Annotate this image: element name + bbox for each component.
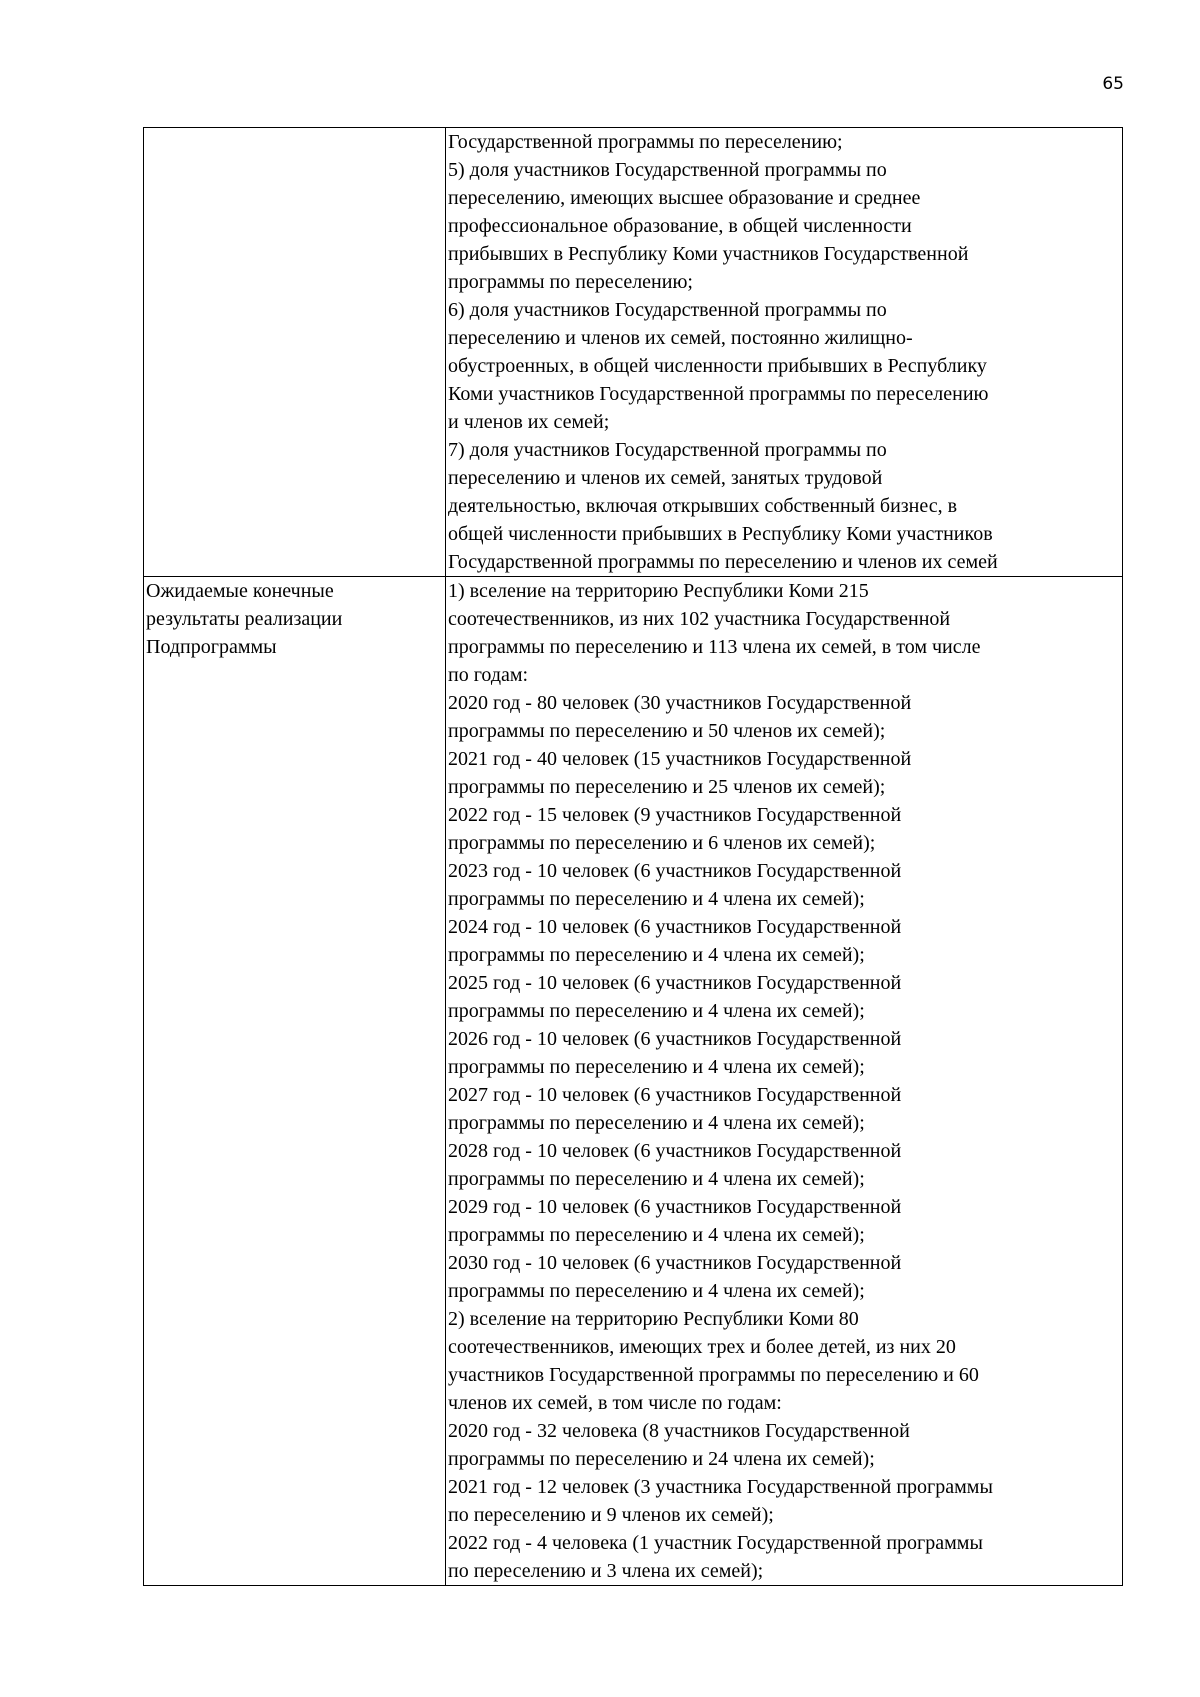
content-line: 6) доля участников Государственной программы по <box>448 299 887 321</box>
content-line: 2028 год - 10 человек (6 участников Государственной <box>448 1140 902 1162</box>
content-line: по годам: <box>448 664 529 686</box>
content-line: по переселению и 3 члена их семей); <box>448 1560 764 1582</box>
content-line: программы по переселению и 4 члена их семей); <box>448 1112 865 1134</box>
table-row <box>144 577 1123 1586</box>
content-line: 2027 год - 10 человек (6 участников Государственной <box>448 1084 902 1106</box>
page-number: 65 <box>1102 74 1124 94</box>
content-line: общей численности прибывших в Республику Коми участников <box>448 523 993 545</box>
row-content-cell <box>446 128 1123 577</box>
content-line: программы по переселению и 4 члена их семей); <box>448 1000 865 1022</box>
content-line: 2024 год - 10 человек (6 участников Государственной <box>448 916 902 938</box>
content-line: 2025 год - 10 человек (6 участников Государственной <box>448 972 902 994</box>
content-line: программы по переселению и 24 члена их семей); <box>448 1448 875 1470</box>
content-line: и членов их семей; <box>448 411 610 433</box>
content-line: программы по переселению и 113 члена их семей, в том числе <box>448 636 981 658</box>
content-line: программы по переселению и 4 члена их семей); <box>448 1280 865 1302</box>
content-line: Государственной программы по переселению; <box>448 131 843 153</box>
content-line: 2021 год - 12 человек (3 участника Государственной программы <box>448 1476 993 1498</box>
content-line: участников Государственной программы по переселению и 60 <box>448 1364 979 1386</box>
content-line: соотечественников, имеющих трех и более детей, из них 20 <box>448 1336 956 1358</box>
content-line: Коми участников Государственной программы по переселению <box>448 383 989 405</box>
content-line: 1) вселение на территорию Республики Коми 215 <box>448 580 869 602</box>
content-line: программы по переселению; <box>448 271 693 293</box>
label-line: Ожидаемые конечные <box>146 580 334 602</box>
content-line: 2022 год - 15 человек (9 участников Государственной <box>448 804 902 826</box>
content-line: 2020 год - 32 человека (8 участников Государственной <box>448 1420 910 1442</box>
content-line: программы по переселению и 25 членов их семей); <box>448 776 886 798</box>
content-line: 5) доля участников Государственной программы по <box>448 159 887 181</box>
row-label-cell <box>144 128 446 577</box>
content-line: 2020 год - 80 человек (30 участников Государственной <box>448 692 912 714</box>
content-line: программы по переселению и 4 члена их семей); <box>448 1168 865 1190</box>
label-line: результаты реализации <box>146 608 343 630</box>
content-line: профессиональное образование, в общей численности <box>448 215 912 237</box>
content-line: по переселению и 9 членов их семей); <box>448 1504 774 1526</box>
content-line: 2022 год - 4 человека (1 участник Государственной программы <box>448 1532 983 1554</box>
content-line: программы по переселению и 50 членов их семей); <box>448 720 886 742</box>
table-row <box>144 128 1123 577</box>
label-line: Подпрограммы <box>146 636 277 658</box>
row-label-cell <box>144 577 446 1586</box>
content-line: 2) вселение на территорию Республики Коми 80 <box>448 1308 859 1330</box>
content-line: программы по переселению и 4 члена их семей); <box>448 944 865 966</box>
row-content-cell <box>446 577 1123 1586</box>
program-table <box>143 127 1123 1586</box>
content-line: переселению и членов их семей, занятых трудовой <box>448 467 883 489</box>
content-line: программы по переселению и 4 члена их семей); <box>448 888 865 910</box>
program-table-body <box>144 128 1123 1586</box>
content-line: программы по переселению и 4 члена их семей); <box>448 1224 865 1246</box>
content-line: членов их семей, в том числе по годам: <box>448 1392 782 1414</box>
content-line: 2030 год - 10 человек (6 участников Государственной <box>448 1252 902 1274</box>
content-line: деятельностью, включая открывших собственный бизнес, в <box>448 495 958 517</box>
content-line: 2026 год - 10 человек (6 участников Государственной <box>448 1028 902 1050</box>
content-line: обустроенных, в общей численности прибывших в Республику <box>448 355 987 377</box>
content-line: прибывших в Республику Коми участников Государственной <box>448 243 969 265</box>
content-line: 2023 год - 10 человек (6 участников Государственной <box>448 860 902 882</box>
content-line: переселению, имеющих высшее образование и среднее <box>448 187 921 209</box>
content-line: программы по переселению и 6 членов их семей); <box>448 832 876 854</box>
content-line: 7) доля участников Государственной программы по <box>448 439 887 461</box>
content-line: 2021 год - 40 человек (15 участников Государственной <box>448 748 912 770</box>
content-line: 2029 год - 10 человек (6 участников Государственной <box>448 1196 902 1218</box>
content-line: программы по переселению и 4 члена их семей); <box>448 1056 865 1078</box>
content-line: переселению и членов их семей, постоянно жилищно- <box>448 327 913 349</box>
content-line: соотечественников, из них 102 участника Государственной <box>448 608 951 630</box>
content-line: Государственной программы по переселению и членов их семей <box>448 551 998 573</box>
